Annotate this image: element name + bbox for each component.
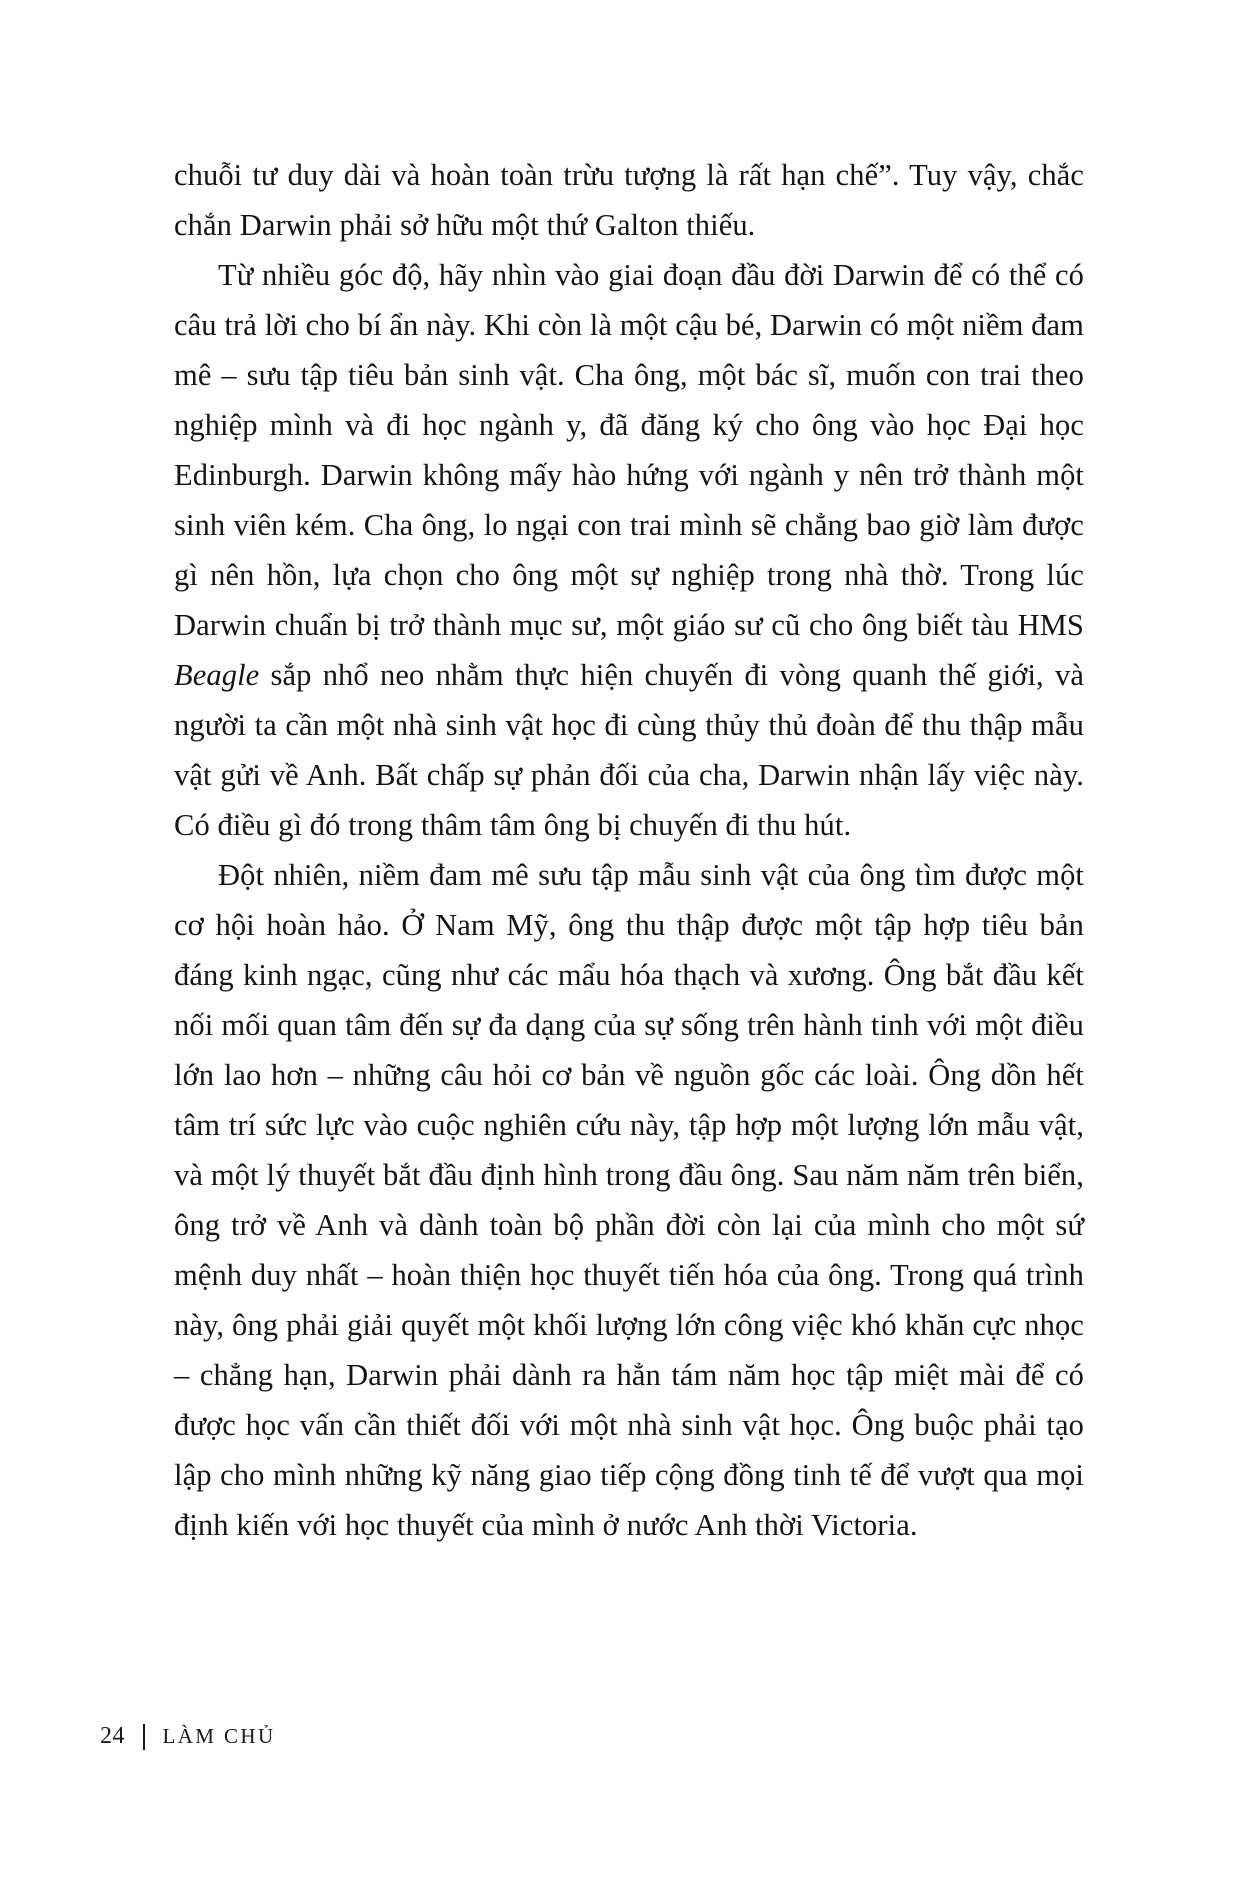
text-run-1-1: chuỗi tư duy dài và hoàn toàn trừu tượng là rất hạn chế”. Tuy vậy, chắc chắn Darwin phải sở hữu một thứ Galton thiếu. [174, 158, 1084, 242]
paragraph-1 [174, 150, 1084, 250]
body-text-column [174, 150, 1084, 1550]
running-head: LÀM CHỦ [162, 1724, 276, 1748]
footer-divider [143, 1724, 145, 1750]
text-run-2-3: sắp nhổ neo nhằm thực hiện chuyến đi vòng quanh thế giới, và người ta cần một nhà sinh vật học đi cùng thủy thủ đoàn để thu thập mẫu vật gửi về Anh. Bất chấp sự phản đối của cha, Darwin nhận lấy việc này. Có điều gì đó trong thâm tâm ông bị chuyến đi thu hút. [174, 658, 1084, 842]
paragraph-3 [174, 850, 1084, 1550]
text-run-2-1: Từ nhiều góc độ, hãy nhìn vào giai đoạn đầu đời Darwin để có thể có câu trả lời cho bí ẩn này. Khi còn là một cậu bé, Darwin có một niềm đam mê – sưu tập tiêu bản sinh vật. Cha ông, một bác sĩ, muốn con trai theo nghiệp mình và đi học ngành y, đã đăng ký cho ông vào học Đại học Edinburgh. Darwin không mấy hào hứng với ngành y nên trở thành một sinh viên kém. Cha ông, lo ngại con trai mình sẽ chẳng bao giờ làm được gì nên hồn, lựa chọn cho ông một sự nghiệp trong nhà thờ. Trong lúc Darwin chuẩn bị trở thành mục sư, một giáo sư cũ cho ông biết tàu HMS [174, 258, 1084, 642]
text-run-2-2: Beagle [174, 658, 260, 692]
page-number: 24 [100, 1723, 125, 1749]
text-run-3-1: Đột nhiên, niềm đam mê sưu tập mẫu sinh vật của ông tìm được một cơ hội hoàn hảo. Ở Nam Mỹ, ông thu thập được một tập hợp tiêu bản đáng kinh ngạc, cũng như các mẩu hóa thạch và xương. Ông bắt đầu kết nối mối quan tâm đến sự đa dạng của sự sống trên hành tinh với một điều lớn lao hơn – những câu hỏi cơ bản về nguồn gốc các loài. Ông dồn hết tâm trí sức lực vào cuộc nghiên cứu này, tập hợp một lượng lớn mẫu vật, và một lý thuyết bắt đầu định hình trong đầu ông. Sau năm năm trên biển, ông trở về Anh và dành toàn bộ phần đời còn lại của mình cho một sứ mệnh duy nhất – hoàn thiện học thuyết tiến hóa của ông. Trong quá trình này, ông phải giải quyết một khối lượng lớn công việc khó khăn cực nhọc – chẳng hạn, Darwin phải dành ra hẳn tám năm học tập miệt mài để có được học vấn cần thiết đối với một nhà sinh vật học. Ông buộc phải tạo lập cho mình những kỹ năng giao tiếp cộng đồng tinh tế để vượt qua mọi định kiến với học thuyết của mình ở nước Anh thời Victoria. [174, 858, 1084, 1542]
page-footer [100, 1723, 276, 1750]
paragraph-2 [174, 250, 1084, 850]
